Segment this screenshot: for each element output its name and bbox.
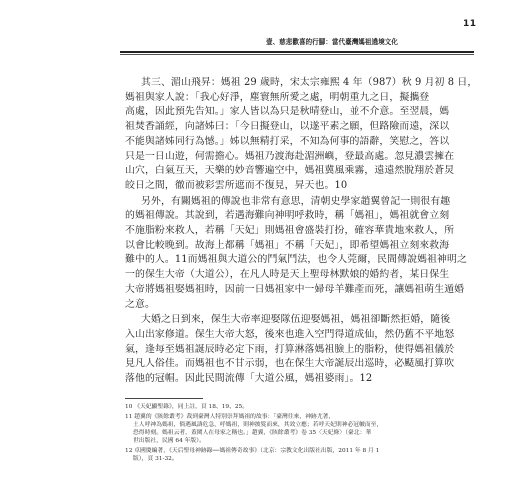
body-line: 氣，逢每至媽祖誕辰時必定下雨，打算淋落媽祖臉上的脂粉，使得媽祖儀於 xyxy=(125,343,455,355)
footnote-line: 土人呼神為媽祖，倘遇風濤危急，呼媽祖，則神披髮而來，其效立應；若呼天妃則神必冠帔而至， xyxy=(133,422,383,428)
footnote-line: 10 《天妃顯聖錄》，同上註，頁 18、19、25。 xyxy=(125,404,249,410)
footnote-rule xyxy=(125,398,203,399)
body-line: 大婚之日到來，保生大帝率迎娶隊伍迎娶媽祖，媽祖卻斷然拒婚，隨後 xyxy=(141,314,451,326)
body-line: 媽祖與家人說：「我心好淨，塵寰無所愛之處，明朝重九之日，擬攜登 xyxy=(125,91,430,103)
body-line: 一的保生大帝（大道公），在凡人時是天上聖母林默娘的婚約者，某日保生 xyxy=(125,269,450,281)
body-line: 難中的人。11而媽祖與大道公的鬥氣鬥法，也令人莞爾，民間傳說媽祖神明之 xyxy=(125,254,467,266)
footnote-line: 12 卓國慶編著，《天后聖母神跡錄──媽祖傳奇故事》（北京：宗教文化出版社出版，2011 年 8 月 1 xyxy=(125,448,380,454)
body-line: 以會比較晚到。故海上都稱「媽祖」不稱「天妃」，即希望媽祖立刻來救海 xyxy=(125,239,450,251)
body-line: 祖焚香誦經，向諸姊曰：「今日擬登山，以遂平素之願，但路險而遠，深以 xyxy=(125,121,450,133)
chapter-header: 壹、慈悲歡喜的行腳：當代臺灣媽祖遶境文化 xyxy=(266,38,398,46)
body-line: 不施脂粉來救人，若稱「天妃」則媽祖會盛裝打扮，確容華貴地來救人，所 xyxy=(125,225,455,236)
page-number: 11 xyxy=(463,19,477,29)
header-rule-thin xyxy=(120,54,474,55)
body-line: 之意。 xyxy=(125,298,155,310)
body-line: 入山出家修道。保生大帝大怒，後來也進入空門得道成仙，然仍舊不平地怒 xyxy=(125,328,455,340)
body-line: 皎日之間，徹而被彩雲所遮而不復見，昇天也。10 xyxy=(125,179,348,191)
footnote-line: 11 趙翼的《陔餘叢考》裁到臺灣人特別崇拜媽祖的故事：「臺灣往來，神跡尤著， xyxy=(125,414,335,420)
body-line: 大帝將媽祖娶媽祖時，因前一日媽祖家中一婦母羊難產而死，讓媽祖萌生遁婚 xyxy=(125,283,465,295)
footnote-line: 版），頁 31-32。 xyxy=(133,456,178,462)
header-rule xyxy=(120,51,474,53)
body-line: 高處，因此預先告知。」家人皆以為只是秋晴登山，並不介意。至翌晨，媽 xyxy=(125,106,450,118)
body-line: 見凡人俗佳。而媽祖也不甘示弱，也在保生大帝誕辰出巡時，必颳風打算吹 xyxy=(125,358,455,370)
body-line: 的媽祖傳說。其說到，若遇海難向神明呼救時，稱「媽祖」，媽祖就會立刻 xyxy=(125,210,450,222)
footnote-line: 世出版社，民國 64 年版）。 xyxy=(133,438,205,444)
body-line: 不能與諸姊同行為憾。」姊以無精打采，不知為何事的語辭，笑慰之，答以 xyxy=(125,135,450,147)
body-line: 其三、湄山飛昇：媽祖 29 歲時，宋太宗雍熙 4 年（987）秋 9 月初 8 日， xyxy=(141,77,478,88)
body-line: 另外，有關媽祖的傳說也非常有意思，清朝史學家趙翼曾記一則很有趣 xyxy=(141,195,451,207)
body-line: 落他的冠帽。因此民間流傳「大道公風，媽祖婆雨」。12 xyxy=(125,373,373,384)
body-line: 山穴，白氣互天，天樂的妙音響遍空中，媽祖冀風乘霧，遠遠然脫翔於蒼炅 xyxy=(125,165,455,177)
footnote-line: 恐得時刻。媽祖云者，蓋閩人在母家之稱也。」趙翼，《陔餘叢考》卷 35〈天妃條〉（臺北：華 xyxy=(133,430,372,436)
body-line: 只是一日山遊，何需擔心。媽祖乃渡海赴湄洲嶼，登最高處。忽見濃雲擁在 xyxy=(125,150,455,162)
